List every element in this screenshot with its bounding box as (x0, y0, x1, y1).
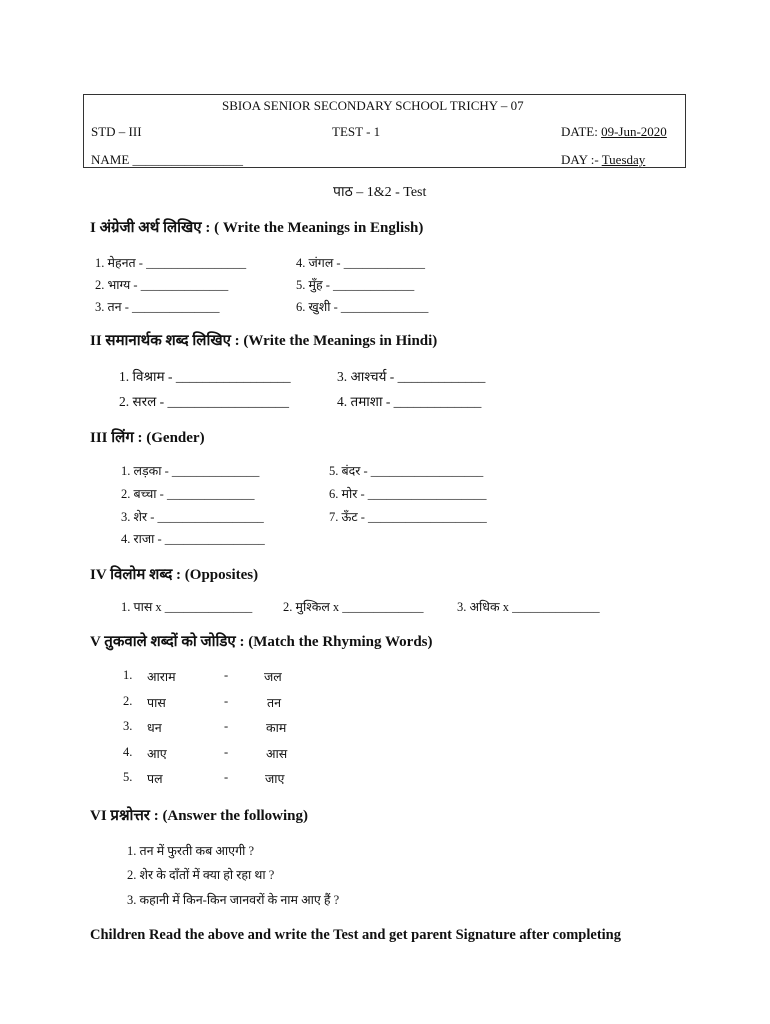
s2-item-3: 3. आश्चर्य - _____________ (337, 369, 486, 384)
s5-right-1: जल (264, 670, 282, 684)
s5-left-4: आए (147, 747, 167, 761)
s5-dash-5: - (224, 770, 229, 784)
s5-dash-4: - (224, 745, 229, 759)
s4-item-1: 1. पास x ______________ (121, 600, 253, 614)
s5-right-4: आस (266, 747, 288, 761)
s5-right-3: काम (266, 721, 287, 735)
s5-number-2: 2. (123, 694, 133, 708)
s5-right-2: तन (267, 696, 282, 710)
footer-instruction: Children Read the above and write the Test and get parent Signature after completing (90, 927, 621, 943)
s1-item-5: 5. मुँह - _____________ (296, 278, 415, 292)
s4-item-2: 2. मुश्किल x _____________ (283, 600, 424, 614)
s2-item-1: 1. विश्राम - _________________ (119, 369, 291, 384)
test-label: TEST - 1 (332, 124, 381, 139)
s5-right-5: जाए (265, 772, 285, 786)
s3-item-6: 6. मोर - ___________________ (329, 487, 487, 501)
s3-item-3: 3. शेर - _________________ (121, 510, 264, 524)
name-field: NAME _________________ (91, 152, 244, 167)
s5-dash-3: - (224, 719, 229, 733)
s1-item-3: 3. तन - ______________ (95, 300, 220, 314)
s3-item-1: 1. लड़का - ______________ (121, 464, 260, 478)
s4-item-3: 3. अधिक x ______________ (457, 600, 600, 614)
s5-number-4: 4. (123, 745, 133, 759)
std-label: STD – III (91, 124, 142, 139)
s3-item-5: 5. बंदर - __________________ (329, 464, 484, 478)
s3-item-2: 2. बच्चा - ______________ (121, 487, 255, 501)
s5-dash-2: - (224, 694, 229, 708)
section-6-title: VI प्रश्नोत्तर : (Answer the following) (90, 808, 308, 824)
s3-item-4: 4. राजा - ________________ (121, 532, 265, 546)
day-value: Tuesday (601, 152, 646, 167)
s6-item-3: 3. कहानी में किन-किन जानवरों के नाम आए हैं ? (127, 893, 340, 907)
s1-item-4: 4. जंगल - _____________ (296, 256, 425, 270)
s5-number-3: 3. (123, 719, 133, 733)
section-1-title: I अंग्रेजी अर्थ लिखिए : ( Write the Meanings in English) (90, 220, 424, 236)
s1-item-2: 2. भाग्य - ______________ (95, 278, 229, 292)
s5-left-2: पास (147, 696, 166, 710)
s2-item-2: 2. सरल - __________________ (119, 394, 290, 409)
s5-left-3: धन (147, 721, 162, 735)
s6-item-2: 2. शेर के दाँतों में क्या हो रहा था ? (127, 868, 275, 882)
s5-number-1: 1. (123, 668, 133, 682)
section-3-title: III लिंग : (Gender) (90, 430, 205, 446)
school-name: SBIOA SENIOR SECONDARY SCHOOL TRICHY – 07 (222, 98, 524, 113)
s5-left-1: आराम (147, 670, 176, 684)
day-label: DAY :- (561, 152, 602, 167)
date-field (561, 124, 667, 140)
section-5-title: V तुकवाले शब्दों को जोडिए : (Match the Rhyming Words) (90, 634, 433, 650)
s5-number-5: 5. (123, 770, 133, 784)
s3-item-7: 7. ऊँट - ___________________ (329, 510, 487, 524)
date-label: DATE: (561, 124, 602, 139)
s6-item-1: 1. तन में फुरती कब आएगी ? (127, 844, 255, 858)
s1-item-6: 6. खुशी - ______________ (296, 300, 429, 314)
section-4-title: IV विलोम शब्द : (Opposites) (90, 567, 259, 583)
s1-item-1: 1. मेहनत - ________________ (95, 256, 247, 270)
section-2-title: II समानार्थक शब्द लिखिए : (Write the Meanings in Hindi) (90, 333, 438, 349)
lesson-subtitle: पाठ – 1&2 - Test (333, 185, 427, 200)
date-value: 09-Jun-2020 (601, 124, 667, 139)
s5-left-5: पल (147, 772, 163, 786)
day-field (561, 152, 645, 168)
header-box (83, 94, 686, 168)
s5-dash-1: - (224, 668, 229, 682)
s2-item-4: 4. तमाशा - _____________ (337, 394, 482, 409)
